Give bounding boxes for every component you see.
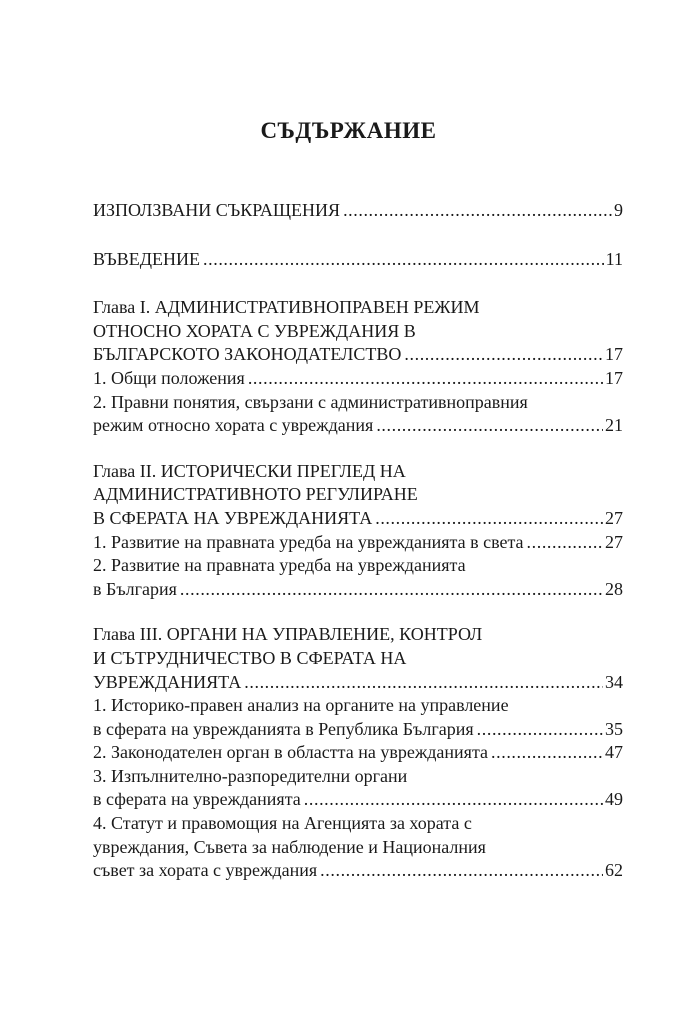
section-title: в сферата на уврежданията	[93, 789, 301, 810]
page-number: 17	[605, 344, 623, 365]
toc-chapter-1[interactable]	[93, 296, 623, 367]
dot-leader	[180, 578, 603, 602]
dot-leader	[477, 718, 603, 742]
dot-leader	[244, 671, 603, 695]
page-number: 62	[605, 860, 623, 881]
page-number: 17	[605, 367, 623, 388]
chapter-title-line: АДМИНИСТРАТИВНОТО РЕГУЛИРАНЕ	[93, 484, 418, 505]
toc-entry-abbreviations[interactable]	[93, 199, 623, 223]
toc-section-3-2[interactable]	[93, 741, 623, 765]
section-title-line: 3. Изпълнително-разпоредителни органи	[93, 765, 408, 786]
page-number: 34	[605, 671, 623, 692]
toc-section-3-1[interactable]	[93, 694, 623, 741]
toc-chapter-2[interactable]	[93, 460, 623, 531]
chapter-title-line: И СЪТРУДНИЧЕСТВО В СФЕРАТА НА	[93, 647, 407, 668]
chapter-title-line: В СФЕРАТА НА УВРЕЖДАНИЯТА	[93, 507, 373, 528]
toc-entry-introduction[interactable]	[93, 248, 623, 272]
section-title: в сферата на уврежданията в Република България	[93, 718, 474, 739]
section-title: 1. Развитие на правната уредба на уврежданията в света	[93, 531, 524, 552]
section-title: съвет за хората с увреждания	[93, 860, 318, 881]
dot-leader	[343, 199, 612, 223]
chapter-title-line: УВРЕЖДАНИЯТА	[93, 671, 242, 692]
toc-section-3-4[interactable]	[93, 812, 623, 883]
section-title: режим относно хората с увреждания	[93, 415, 374, 436]
page-number: 28	[605, 578, 623, 599]
chapter-title-line: ОТНОСНО ХОРАТА С УВРЕЖДАНИЯ В	[93, 320, 416, 341]
dot-leader	[404, 343, 603, 367]
page-number: 47	[605, 742, 623, 763]
dot-leader	[304, 788, 603, 812]
chapter-title-line: Глава II. ИСТОРИЧЕСКИ ПРЕГЛЕД НА	[93, 460, 406, 481]
toc-chapter-3[interactable]	[93, 623, 623, 694]
section-title-line: 2. Развитие на правната уредба на уврежданията	[93, 555, 466, 576]
dot-leader	[491, 741, 603, 765]
dot-leader	[203, 248, 604, 272]
toc-entry-title: ИЗПОЛЗВАНИ СЪКРАЩЕНИЯ	[93, 200, 341, 220]
page-number: 11	[605, 248, 623, 269]
page-number: 21	[605, 415, 623, 436]
toc-section-3-3[interactable]	[93, 765, 623, 812]
page-number: 27	[605, 531, 623, 552]
page-number: 35	[605, 718, 623, 739]
section-title-line: увреждания, Съвета за наблюдение и Националния	[93, 836, 486, 857]
section-title-line: 1. Историко-правен анализ на органите на управление	[93, 695, 509, 716]
dot-leader	[320, 859, 603, 883]
section-title: 2. Законодателен орган в областта на уврежданията	[93, 742, 489, 763]
table-of-contents	[93, 199, 623, 883]
section-title: 1. Общи положения	[93, 367, 245, 388]
page-number: 27	[605, 507, 623, 528]
toc-section-1-1[interactable]	[93, 367, 623, 391]
page-number: 49	[605, 789, 623, 810]
toc-section-2-1[interactable]	[93, 531, 623, 555]
chapter-title-line: Глава III. ОРГАНИ НА УПРАВЛЕНИЕ, КОНТРОЛ	[93, 624, 483, 645]
page-number: 9	[614, 200, 623, 220]
chapter-title-line: Глава I. АДМИНИСТРАТИВНОПРАВЕН РЕЖИМ	[93, 297, 480, 318]
dot-leader	[248, 367, 603, 391]
chapter-title-line: БЪЛГАРСКОТО ЗАКОНОДАТЕЛСТВО	[93, 344, 402, 365]
dot-leader	[375, 507, 603, 531]
dot-leader	[376, 414, 603, 438]
toc-entry-title: ВЪВЕДЕНИЕ	[93, 248, 201, 269]
page-title: СЪДЪРЖАНИЕ	[260, 118, 437, 143]
toc-section-1-2[interactable]	[93, 391, 623, 438]
section-title-line: 4. Статут и правомощия на Агенцията за хората с	[93, 813, 472, 834]
dot-leader	[527, 531, 603, 555]
toc-section-2-2[interactable]	[93, 554, 623, 601]
section-title-line: 2. Правни понятия, свързани с административноправния	[93, 391, 528, 412]
section-title: в България	[93, 578, 177, 599]
